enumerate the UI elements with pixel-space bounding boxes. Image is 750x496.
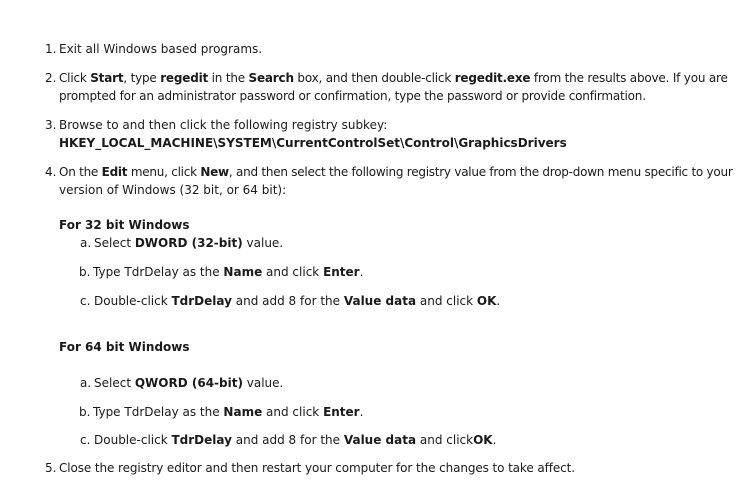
sub-step-b-64-letter: b.	[79, 405, 91, 419]
step-2-text: in the	[208, 71, 249, 85]
new-label: New	[200, 165, 229, 179]
sub-step-text: and click	[416, 294, 477, 308]
sub-step-b-64	[93, 404, 363, 420]
sub-step-text: value.	[242, 376, 284, 390]
step-2-text: box, and then double-click	[293, 71, 455, 85]
start-label: Start	[90, 71, 124, 85]
step-3-number: 3.	[45, 118, 57, 132]
step-5-number: 5.	[45, 461, 57, 475]
sub-step-b-32	[93, 264, 363, 280]
search-label: Search	[248, 71, 294, 85]
sub-step-text: and click	[262, 265, 324, 279]
edit-menu-label: Edit	[101, 165, 128, 179]
step-4-text: menu, click	[127, 165, 201, 179]
sub-step-text: Double-click	[94, 433, 172, 447]
registry-subkey-path: HKEY_LOCAL_MACHINE\SYSTEM\CurrentControlSet\Control\GraphicsDrivers	[59, 136, 567, 150]
sub-step-text: value.	[242, 236, 284, 250]
enter-label: Enter	[323, 405, 360, 419]
regedit-label: regedit	[160, 71, 209, 85]
step-1-text: Exit all Windows based programs.	[59, 42, 263, 56]
sub-step-text: and add 8 for the	[231, 294, 344, 308]
step-2-line-1	[59, 70, 728, 86]
sub-step-text: and click	[416, 433, 474, 447]
sub-step-text: Select	[94, 376, 135, 390]
sub-step-a-64-letter: a.	[80, 376, 92, 390]
name-label: Name	[223, 405, 263, 419]
value-data-label: Value data	[343, 433, 417, 447]
regedit-exe-label: regedit.exe	[454, 71, 531, 85]
sub-step-text: Double-click	[94, 294, 172, 308]
step-4-number: 4.	[45, 165, 57, 179]
step-2-text: from the results above. If you are	[530, 71, 728, 85]
sub-step-b-32-letter: b.	[79, 265, 91, 279]
tdrdelay-label: TdrDelay	[171, 433, 232, 447]
ok-label: OK	[476, 294, 497, 308]
heading-64-bit: For 64 bit Windows	[59, 340, 190, 354]
step-4-text: , and then select the following registry value from the drop-down menu specific to your	[228, 165, 733, 179]
step-1-number: 1.	[45, 42, 57, 56]
sub-step-text: .	[359, 405, 364, 419]
sub-step-text: Type TdrDelay as the	[93, 265, 224, 279]
step-5-text: Close the registry editor and then restart your computer for the changes to take affect.	[59, 461, 575, 475]
sub-step-a-32	[94, 235, 283, 251]
step-3-text: Browse to and then click the following registry subkey:	[59, 118, 388, 132]
step-4-text: On the	[59, 165, 102, 179]
sub-step-text: and click	[262, 405, 324, 419]
sub-step-a-64	[94, 375, 283, 391]
qword-label: QWORD (64-bit)	[134, 376, 243, 390]
sub-step-text: .	[492, 433, 497, 447]
step-2-text: Click	[59, 71, 91, 85]
sub-step-c-64	[94, 432, 496, 448]
step-4-line-1	[59, 164, 733, 180]
step-2-line-2: prompted for an administrator password or confirmation, type the password or provide confirmation.	[59, 89, 646, 103]
sub-step-text: Type TdrDelay as the	[93, 405, 224, 419]
ok-label: OK	[473, 433, 493, 447]
sub-step-a-32-letter: a.	[80, 236, 92, 250]
sub-step-c-64-letter: c.	[80, 433, 91, 447]
heading-32-bit: For 32 bit Windows	[59, 218, 190, 232]
sub-step-text: and add 8 for the	[231, 433, 344, 447]
tdrdelay-label: TdrDelay	[171, 294, 232, 308]
step-2-number: 2.	[45, 71, 57, 85]
step-2-text: , type	[123, 71, 161, 85]
sub-step-c-32-letter: c.	[80, 294, 91, 308]
name-label: Name	[223, 265, 263, 279]
enter-label: Enter	[323, 265, 360, 279]
value-data-label: Value data	[343, 294, 417, 308]
sub-step-text: .	[496, 294, 501, 308]
sub-step-c-32	[94, 293, 500, 309]
sub-step-text: Select	[94, 236, 135, 250]
step-4-line-2: version of Windows (32 bit, or 64 bit):	[59, 183, 287, 197]
dword-label: DWORD (32-bit)	[134, 236, 243, 250]
sub-step-text: .	[359, 265, 364, 279]
